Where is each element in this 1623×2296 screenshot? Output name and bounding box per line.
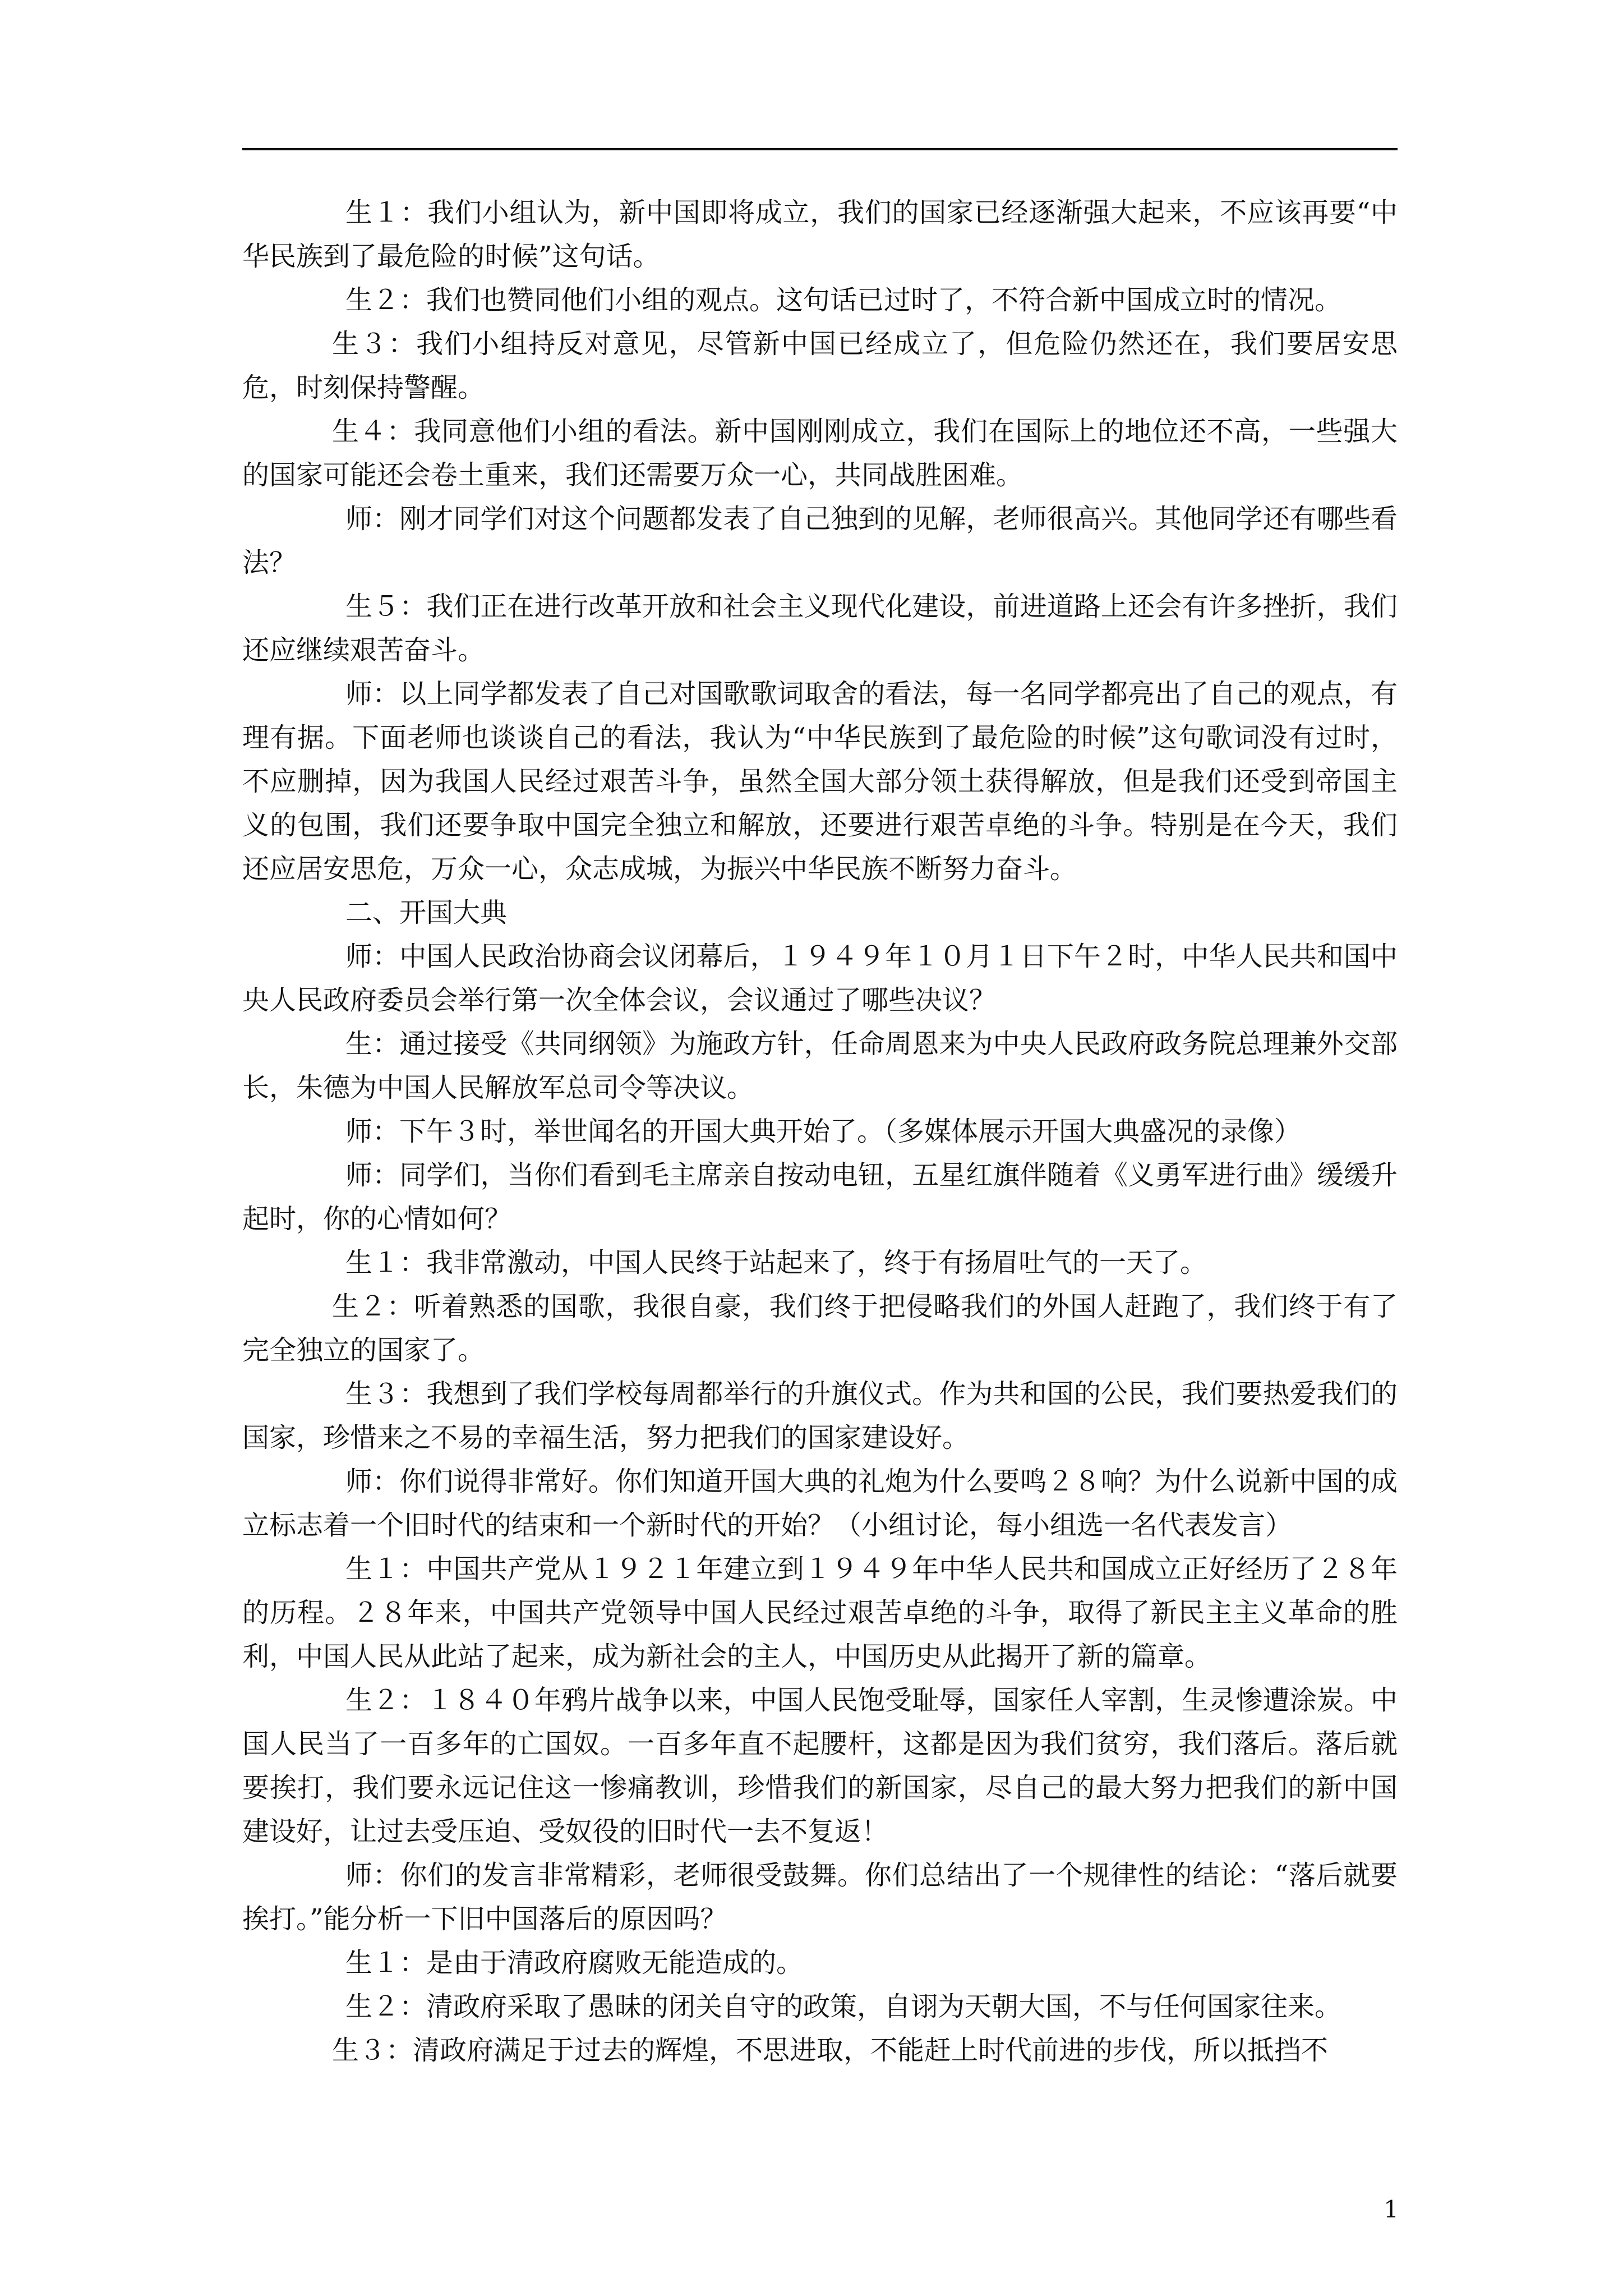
paragraph: 师：下午３时，举世闻名的开国大典开始了。（多媒体展示开国大典盛况的录像） [345,1116,1302,1147]
paragraph: 师：同学们，当你们看到毛主席亲自按动电钮，五星红旗伴随着《义勇军进行曲》缓缓升起时，你的心情如何？ [242,1159,1398,1235]
paragraph: 师：你们说得非常好。你们知道开国大典的礼炮为什么要鸣２８响？为什么说新中国的成立标志着一个旧时代的结束和一个新时代的开始？（小组讨论，每小组选一名代表发言） [242,1466,1398,1541]
paragraph: 生４：我同意他们小组的看法。新中国刚刚成立，我们在国际上的地位还不高，一些强大的国家可能还会卷土重来，我们还需要万众一心，共同战胜困难。 [242,416,1398,491]
paragraph: 生３：我们小组持反对意见，尽管新中国已经成立了，但危险仍然还在，我们要居安思危，时刻保持警醒。 [242,328,1398,403]
paragraph: 生３：清政府满足于过去的辉煌，不思进取，不能赶上时代前进的步伐，所以抵挡不 [332,2035,1329,2066]
paragraph: 生１：我非常激动，中国人民终于站起来了，终于有扬眉吐气的一天了。 [345,1247,1207,1278]
header-rule [242,148,1398,150]
document-body [242,191,1398,2072]
paragraph: 生１：我们小组认为，新中国即将成立，我们的国家已经逐渐强大起来，不应该再要“中华民族到了最危险的时候”这句话。 [242,197,1398,272]
paragraph: 生５：我们正在进行改革开放和社会主义现代化建设，前进道路上还会有许多挫折，我们还应继续艰苦奋斗。 [242,591,1398,666]
paragraph: 师：以上同学都发表了自己对国歌歌词取舍的看法，每一名同学都亮出了自己的观点，有理有据。下面老师也谈谈自己的看法，我认为“中华民族到了最危险的时候”这句歌词没有过时，不应删掉，因为我国人民经过艰苦斗争，虽然全国大部分领土获得解放，但是我们还受到帝国主义的包围，我们还要争取中国完全独立和解放，还要进行艰苦卓绝的斗争。特别是在今天，我们还应居安思危，万众一心，众志成城，为振兴中华民族不断努力奋斗。 [242,678,1398,885]
paragraph: 生１：是由于清政府腐败无能造成的。 [345,1947,804,1978]
paragraph: 生：通过接受《共同纲领》为施政方针，任命周恩来为中央人民政府政务院总理兼外交部长，朱德为中国人民解放军总司令等决议。 [242,1028,1398,1103]
paragraph: 生１：中国共产党从１９２１年建立到１９４９年中华人民共和国成立正好经历了２８年的历程。２８年来，中国共产党领导中国人民经过艰苦卓绝的斗争，取得了新民主主义革命的胜利，中国人民从此站了起来，成为新社会的主人，中国历史从此揭开了新的篇章。 [242,1553,1398,1672]
paragraph: 生２：听着熟悉的国歌，我很自豪，我们终于把侵略我们的外国人赶跑了，我们终于有了完全独立的国家了。 [242,1291,1398,1366]
paragraph: 师：刚才同学们对这个问题都发表了自己独到的见解，老师很高兴。其他同学还有哪些看法？ [242,503,1398,578]
paragraph: 生２：１８４０年鸦片战争以来，中国人民饱受耻辱，国家任人宰割，生灵惨遭涂炭。中国人民当了一百多年的亡国奴。一百多年直不起腰杆，这都是因为我们贫穷，我们落后。落后就要挨打，我们要永远记住这一惨痛教训，珍惜我们的新国家，尽自己的最大努力把我们的新中国建设好，让过去受压迫、受奴役的旧时代一去不复返！ [242,1685,1398,1847]
paragraph: 生２：我们也赞同他们小组的观点。这句话已过时了，不符合新中国成立时的情况。 [345,284,1342,316]
section-heading: 二、开国大典 [345,897,508,928]
page-number: 1 [1384,2196,1399,2223]
paragraph: 生３：我想到了我们学校每周都举行的升旗仪式。作为共和国的公民，我们要热爱我们的国家，珍惜来之不易的幸福生活，努力把我们的国家建设好。 [242,1378,1398,1453]
paragraph: 师：中国人民政治协商会议闭幕后，１９４９年１０月１日下午２时，中华人民共和国中央人民政府委员会举行第一次全体会议，会议通过了哪些决议？ [242,941,1398,1016]
paragraph: 生２：清政府采取了愚昧的闭关自守的政策，自诩为天朝大国，不与任何国家往来。 [345,1991,1342,2022]
paragraph: 师：你们的发言非常精彩，老师很受鼓舞。你们总结出了一个规律性的结论：“落后就要挨打。”能分析一下旧中国落后的原因吗？ [242,1860,1398,1935]
